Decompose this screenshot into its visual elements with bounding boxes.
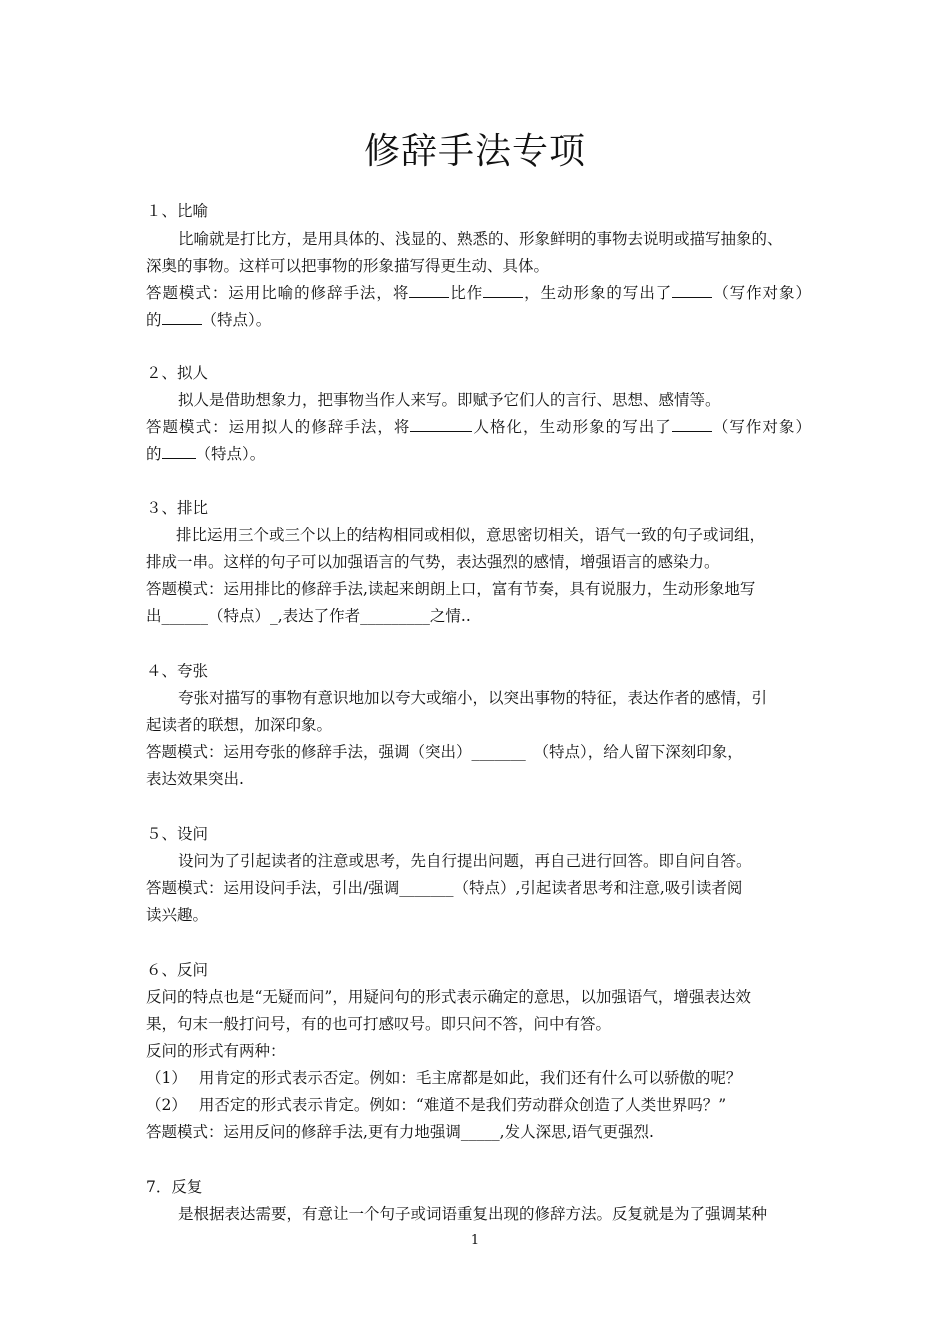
answer-text: ，生动形象的写出了 xyxy=(523,284,673,302)
answer-pattern: 读兴趣。 xyxy=(146,906,209,924)
answer-text: （写作对象） xyxy=(712,284,811,302)
list-number: （2） xyxy=(146,1096,187,1114)
answer-blank xyxy=(409,281,449,298)
section-heading-rhetorical-interrogation: ６、反问 xyxy=(146,961,209,979)
answer-blank xyxy=(672,281,712,298)
section-heading-personification: ２、拟人 xyxy=(146,364,209,382)
list-number: （1） xyxy=(146,1069,187,1087)
section-text: 反问的特点也是“无疑而问”，用疑问句的形式表示确定的意思，以加强语气，增强表达效 xyxy=(146,988,751,1006)
list-item xyxy=(146,1093,811,1117)
answer-text: （写作对象） xyxy=(711,418,811,436)
page-title: 修辞手法专项 xyxy=(363,131,586,172)
section-text: 排成一串。这样的句子可以加强语言的气势，表达强烈的感情，增强语言的感染力。 xyxy=(146,553,720,571)
section-text: 设问为了引起读者的注意或思考，先自行提出问题，再自己进行回答。即自问自答。 xyxy=(178,852,752,870)
answer-blank xyxy=(410,415,472,432)
section-text: 是根据表达需要，有意让一个句子或词语重复出现的修辞方法。反复就是为了强调某种 xyxy=(178,1205,768,1223)
answer-pattern: 答题模式：运用反问的修辞手法,更有力地强调_____,发人深思,语气更强烈. xyxy=(146,1123,654,1141)
section-text: 拟人是借助想象力，把事物当作人来写。即赋予它们人的言行、思想、感情等。 xyxy=(178,391,721,409)
page-number: 1 xyxy=(470,1233,480,1248)
answer-text: 答题模式：运用拟人的修辞手法，将 xyxy=(146,418,411,436)
answer-pattern xyxy=(146,415,811,439)
section-text: 果，句末一般打问号，有的也可打感叹号。即只问不答，问中有答。 xyxy=(146,1015,612,1033)
section-text: 比喻就是打比方，是用具体的、浅显的、熟悉的、形象鲜明的事物去说明或描写抽象的、 xyxy=(178,230,783,248)
answer-pattern xyxy=(146,308,811,332)
answer-text: 人格化，生动形象的写出了 xyxy=(472,418,672,436)
answer-blank xyxy=(162,442,196,459)
answer-text: 的 xyxy=(146,311,162,329)
answer-text: 答题模式：运用比喻的修辞手法，将 xyxy=(146,284,410,302)
section-heading-repetition: 7．反复 xyxy=(146,1178,203,1196)
section-text: 深奥的事物。这样可以把事物的形象描写得更生动、具体。 xyxy=(146,257,550,275)
answer-text: （特点）。 xyxy=(201,311,272,329)
answer-pattern: 表达效果突出. xyxy=(146,770,244,788)
section-heading-rhetorical-question: ５、设问 xyxy=(146,825,209,843)
list-text: 用肯定的形式表示否定。例如：毛主席都是如此，我们还有什么可以骄傲的呢？ xyxy=(198,1069,742,1087)
answer-pattern xyxy=(146,442,811,466)
answer-pattern: 答题模式：运用夸张的修辞手法，强调（突出）_______ （特点），给人留下深刻印象， xyxy=(146,743,743,761)
answer-text: 的 xyxy=(146,445,162,463)
answer-blank xyxy=(672,415,712,432)
answer-blank xyxy=(483,281,523,298)
section-text: 夸张对描写的事物有意识地加以夸大或缩小，以突出事物的特征，表达作者的感情，引 xyxy=(178,689,768,707)
answer-pattern: 出______（特点）_,表达了作者_________之情.. xyxy=(146,607,471,625)
section-heading-metaphor: １、比喻 xyxy=(146,202,209,220)
section-heading-parallelism: ３、排比 xyxy=(146,499,209,517)
answer-pattern: 答题模式：运用排比的修辞手法,读起来朗朗上口，富有节奏，具有说服力，生动形象地写 xyxy=(146,580,756,598)
answer-blank xyxy=(162,308,202,325)
section-text: 反问的形式有两种： xyxy=(146,1042,286,1060)
answer-text: 比作 xyxy=(449,284,484,302)
section-text: 排比运用三个或三个以上的结构相同或相似，意思密切相关，语气一致的句子或词组， xyxy=(176,526,766,544)
answer-text: （特点）。 xyxy=(195,445,266,463)
list-item xyxy=(146,1066,811,1090)
answer-pattern: 答题模式：运用设问手法，引出/强调_______（特点）,引起读者思考和注意,吸引读者阅 xyxy=(146,879,743,897)
section-heading-hyperbole: ４、夸张 xyxy=(146,662,209,680)
section-text: 起读者的联想，加深印象。 xyxy=(146,716,333,734)
answer-pattern xyxy=(146,281,811,305)
list-text: 用否定的形式表示肯定。例如：“难道不是我们劳动群众创造了人类世界吗？” xyxy=(198,1096,727,1114)
